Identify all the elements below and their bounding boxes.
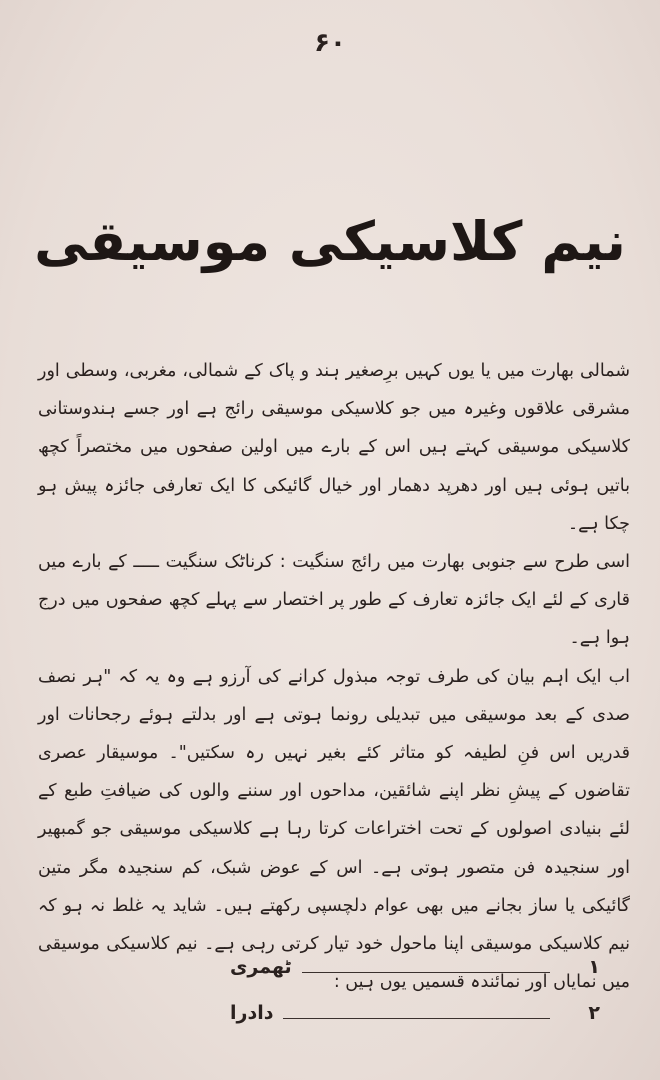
list-label: دادرا — [230, 1002, 274, 1024]
genre-list — [230, 956, 600, 1048]
list-number: ۱ — [588, 956, 600, 978]
list-underline — [302, 972, 550, 973]
list-label: ٹھمری — [230, 956, 292, 978]
list-number: ۲ — [588, 1002, 600, 1024]
paragraph-1: شمالی بھارت میں یا یوں کہیں برِصغیر ہند و پاک کے شمالی، مغربی، وسطی اور مشرقی علاقوں وغیرہ میں جو کلاسیکی موسیقی رائج ہے اور جسے ہندوستانی کلاسیکی موسیقی کہتے ہیں اس کے بارے میں اولین صفحوں میں مختصراً کچھ باتیں ہوئی ہیں اور دھرپد دھمار اور خیال گائیکی کا ایک تعارفی جائزہ پیش ہو چکا ہے۔ — [38, 361, 630, 534]
paragraph-2: اسی طرح سے جنوبی بھارت میں رائج سنگیت : کرناٹک سنگیت ـــــ کے بارے میں قاری کے لئے ایک جائزہ تعارف کے طور پر اختصار سے پہلے کچھ صفحوں میں درج ہوا ہے۔ — [38, 552, 630, 649]
paragraph-3: اب ایک اہم بیان کی طرف توجہ مبذول کرانے کی آرزو ہے وہ یہ کہ "ہر نصف صدی کے بعد موسیقی میں تبدیلی رونما ہوتی ہے اور بدلتے ہوئے رجحانات اور قدریں اس فنِ لطیفہ کو متاثر کئے بغیر نہیں رہ سکتیں"۔ موسیقار عصری تقاضوں کے پیشِ نظر اپنے شائقین، مداحوں اور سننے والوں کی ضیافتِ طبع کے لئے بنیادی اصولوں کے تحت اختراعات کرتا رہا ہے کلاسیکی موسیقی جو گمبھیر اور سنجیدہ فن متصور ہوتی ہے۔ اس کے عوض شبک، کم سنجیدہ مگر متین گائیکی یا ساز بجانے میں بھی عوام دلچسپی رکھتے ہیں۔ شاید یہ غلط نہ ہو کہ نیم کلاسیکی موسیقی اپنا ماحول خود تیار کرتی رہی ہے۔ نیم کلاسیکی موسیقی میں نمایاں اور نمائندہ قسمیں یوں ہیں : — [38, 666, 630, 993]
list-item — [230, 956, 600, 1002]
page-number: ۶۰ — [314, 28, 346, 58]
list-item — [230, 1002, 600, 1048]
body-text — [38, 352, 630, 1001]
chapter-title: نیم کلاسیکی موسیقی — [34, 210, 626, 273]
list-underline — [283, 1018, 550, 1019]
